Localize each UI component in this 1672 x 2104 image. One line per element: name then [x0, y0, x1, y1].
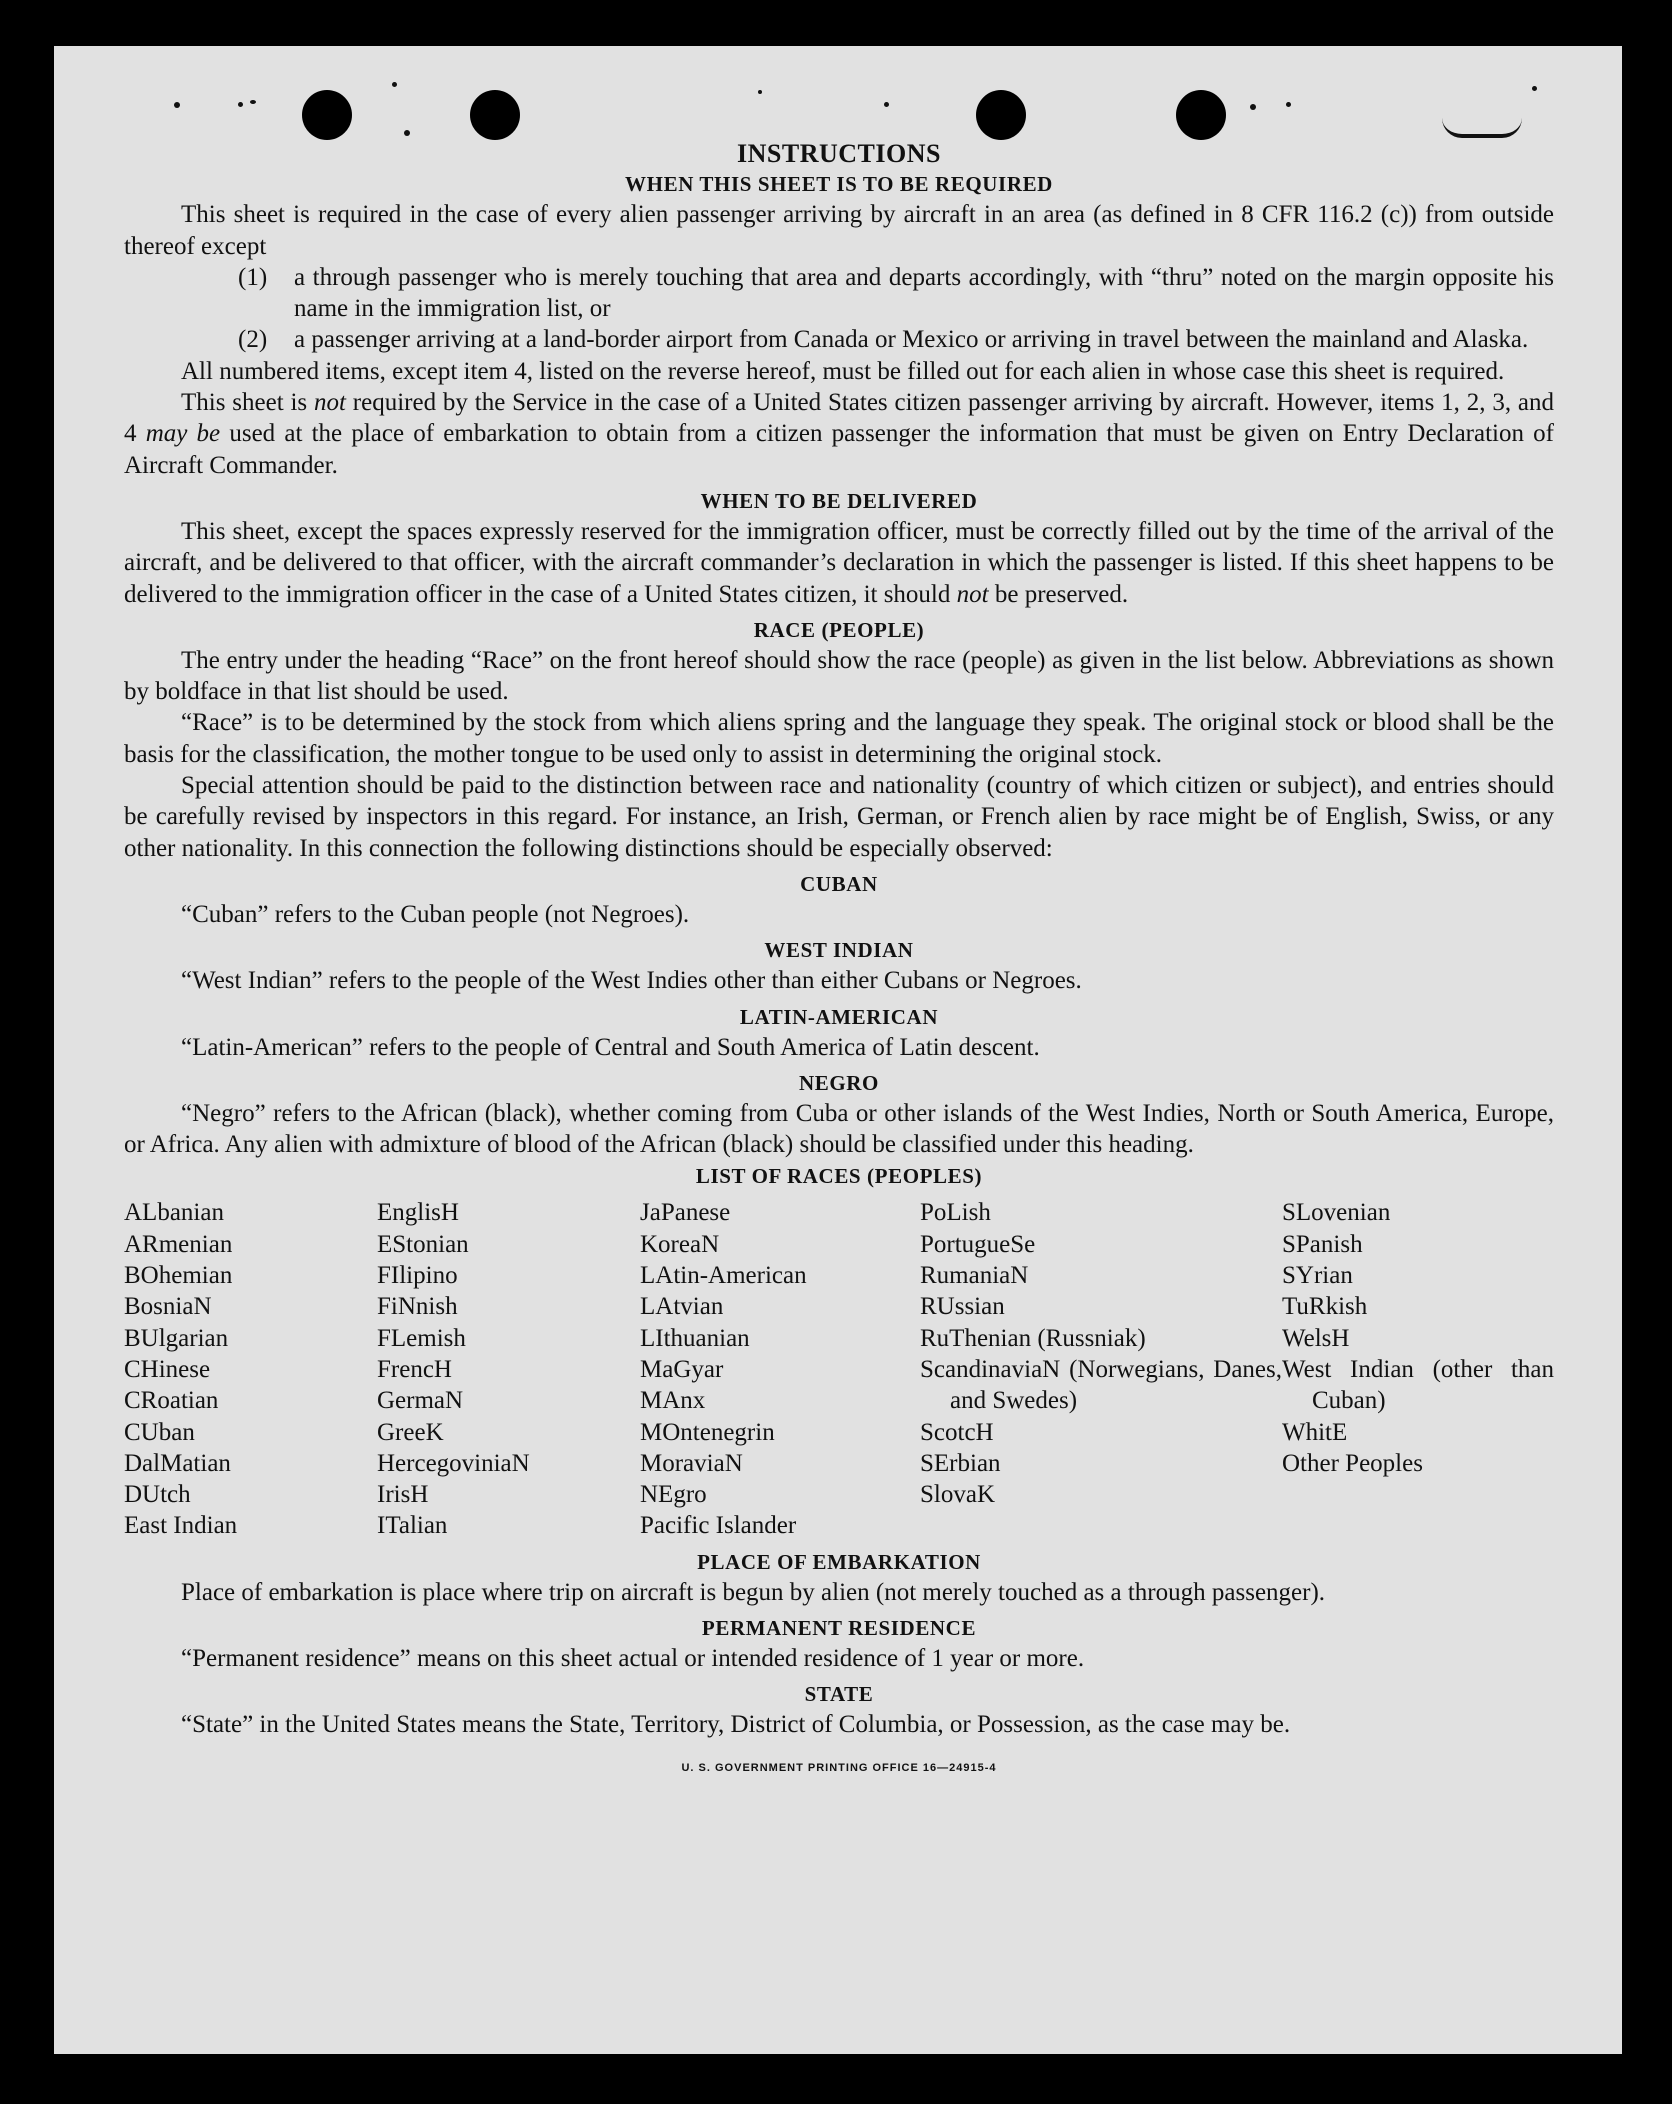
race-entry: East Indian — [124, 1512, 238, 1540]
race-entry: Other Peoples — [1282, 1449, 1423, 1477]
folded-corner — [1594, 46, 1622, 59]
race-entry: HercegoviniaN — [377, 1449, 530, 1477]
pen-mark — [1442, 118, 1522, 138]
item-number: (2) — [238, 326, 268, 354]
item-text: a passenger arriving at a land-border airport from Canada or Mexico or arriving in travel between the mainland and Alaska. — [294, 326, 1529, 354]
race-entry: ITalian — [377, 1512, 448, 1540]
section-heading-negro: NEGRO — [798, 1070, 879, 1095]
text-run: be preserved. — [988, 580, 1129, 608]
speck — [1532, 86, 1537, 91]
numbered-items-paragraph: All numbered items, except item 4, listed on the reverse hereof, must be filled out for each alien in whose case this sheet is required. — [181, 357, 1505, 385]
race-entry: TuRkish — [1282, 1293, 1368, 1321]
race-entry: MaGyar — [640, 1355, 724, 1383]
embarkation-definition: Place of embarkation is place where trip on aircraft is begun by alien (not merely touched as a through passenger). — [181, 1578, 1326, 1606]
race-entry: Pacific Islander — [640, 1512, 797, 1540]
list-of-races-heading: LIST OF RACES (PEOPLES) — [695, 1164, 983, 1189]
race-paragraph-1: The entry under the heading “Race” on the front hereof should show the race (people) as given in the list below. Abbreviations as shown by boldface in that list should be used. — [124, 646, 1554, 706]
printer-imprint: U. S. GOVERNMENT PRINTING OFFICE 16—24915-4 — [681, 1761, 997, 1774]
race-entry: RUssian — [920, 1293, 1005, 1321]
race-entry: EnglisH — [377, 1199, 459, 1227]
races-list — [124, 1197, 1554, 1541]
emphasis: may be — [145, 420, 221, 448]
race-entry: RuThenian (Russniak) — [920, 1324, 1146, 1352]
race-entry: WelsH — [1282, 1324, 1350, 1352]
race-entry: DalMatian — [124, 1449, 231, 1477]
race-paragraph-2: “Race” is to be determined by the stock from which aliens spring and the language they speak. The original stock or blood shall be the basis for the classification, the mother tongue to be used only to assist in determining the original stock. — [124, 709, 1554, 768]
race-entry: WhitE — [1282, 1418, 1348, 1446]
text-run: used at the place of embarkation to obtain from a citizen passenger the information that must be given on Entry Declaration of Aircraft Commander. — [124, 420, 1555, 479]
race-entry: ARmenian — [124, 1230, 233, 1258]
races-column-3 — [640, 1197, 920, 1541]
punch-hole — [302, 90, 352, 140]
race-entry: SPanish — [1282, 1230, 1363, 1258]
race-paragraph-3: Special attention should be paid to the distinction between race and nationality (country of which citizen or subject), and entries should be carefully revised by inspectors in this regard. For instance, an Irish, German, or French alien by race might be of English, Swiss, or any other nationality. In this connection the following distinctions should be especially observed: — [124, 772, 1554, 862]
race-entry: RumaniaN — [920, 1262, 1029, 1290]
residence-definition: “Permanent residence” means on this sheet actual or intended residence of 1 year or more. — [181, 1644, 1085, 1672]
section-heading-embarkation: PLACE OF EMBARKATION — [697, 1549, 981, 1574]
race-entry: DUtch — [124, 1481, 191, 1509]
race-entry: LAtvian — [640, 1293, 724, 1321]
speck — [238, 102, 243, 107]
race-entry: LIthuanian — [640, 1324, 750, 1352]
races-column-1 — [124, 1197, 377, 1541]
punch-hole — [1176, 90, 1226, 140]
section-heading-race: RACE (PEOPLE) — [753, 617, 925, 642]
race-entry: ScotcH — [920, 1418, 994, 1446]
race-entry: PortugueSe — [920, 1230, 1036, 1258]
speck — [758, 90, 762, 94]
race-entry: GreeK — [377, 1418, 444, 1446]
emphasis: not — [314, 389, 346, 417]
race-entry: LAtin-American — [640, 1262, 807, 1290]
speck — [404, 130, 410, 136]
races-column-2 — [377, 1197, 640, 1541]
race-entry: PoLish — [920, 1199, 991, 1227]
races-column-5 — [1282, 1197, 1554, 1541]
page-title: INSTRUCTIONS — [737, 139, 941, 168]
section-heading-residence: PERMANENT RESIDENCE — [701, 1615, 977, 1640]
race-entry: FIlipino — [377, 1262, 458, 1290]
exception-item-2 — [124, 324, 1554, 355]
west-indian-definition: “West Indian” refers to the people of the West Indies other than either Cubans or Negroes. — [181, 967, 1082, 995]
race-entry: ScandinaviaN (Norwegians, Danes, and Swedes) — [920, 1355, 1282, 1415]
required-paragraph: This sheet is required in the case of every alien passenger arriving by aircraft in an area (as defined in 8 CFR 116.2 (c)) from outside thereof except — [124, 201, 1554, 260]
section-heading-state: STATE — [804, 1682, 874, 1707]
punch-hole — [976, 90, 1026, 140]
speck — [174, 102, 180, 108]
race-entry: FiNnish — [377, 1293, 458, 1321]
race-entry: KoreaN — [640, 1230, 720, 1258]
race-entry: FLemish — [377, 1324, 466, 1352]
delivered-paragraph — [124, 516, 1554, 610]
races-column-4 — [920, 1197, 1282, 1541]
speck — [392, 82, 397, 87]
section-heading-cuban: CUBAN — [800, 871, 878, 896]
item-text: a through passenger who is merely touching that area and departs accordingly, with “thru” noted on the margin opposite his name in the immigration list, or — [294, 263, 1554, 323]
text-run: This sheet, except the spaces expressly reserved for the immigration officer, must be correctly filled out by the time of the arrival of the aircraft, and be delivered to that officer, with the aircraft commander’s declaration in which the passenger is listed. If this sheet happens to be delivered to the immigration officer in the case of a United States citizen, it should — [124, 517, 1554, 608]
punch-hole — [470, 90, 520, 140]
speck — [1250, 104, 1256, 110]
emphasis: not — [956, 580, 989, 608]
race-entry: SYrian — [1282, 1262, 1353, 1290]
race-entry: MOntenegrin — [640, 1418, 775, 1446]
race-entry: ALbanian — [124, 1199, 224, 1227]
section-heading-west-indian: WEST INDIAN — [764, 938, 914, 963]
negro-definition: “Negro” refers to the African (black), whether coming from Cuba or other islands of the West Indies, North or South America, Europe, or Africa. Any alien with admixture of blood of the African (black) should be classified under this heading. — [124, 1099, 1554, 1159]
race-entry: BosniaN — [124, 1293, 212, 1321]
section-heading-delivered: WHEN TO BE DELIVERED — [700, 488, 978, 513]
race-entry: CRoatian — [124, 1387, 219, 1415]
race-entry: West Indian (other than Cuban) — [1282, 1355, 1554, 1415]
latin-american-definition: “Latin-American” refers to the people of Central and South America of Latin descent. — [181, 1033, 1040, 1061]
text-run: required by the Service in the case of a United States citizen passenger arriving by aircraft. However, items 1, 2, 3, and 4 — [124, 389, 1554, 448]
document-sheet — [54, 46, 1622, 2054]
citizen-paragraph — [124, 387, 1554, 481]
exception-item-1 — [124, 262, 1554, 325]
race-entry: SlovaK — [920, 1481, 995, 1509]
speck — [884, 102, 889, 107]
race-entry: BUlgarian — [124, 1324, 229, 1352]
race-entry: NEgro — [640, 1481, 707, 1509]
state-definition: “State” in the United States means the State, Territory, District of Columbia, or Possession, as the case may be. — [181, 1711, 1291, 1739]
race-entry: BOhemian — [124, 1262, 233, 1290]
section-heading-required: WHEN THIS SHEET IS TO BE REQUIRED — [625, 172, 1053, 197]
race-entry: IrisH — [377, 1481, 429, 1509]
race-entry: SErbian — [920, 1449, 1001, 1477]
race-entry: GermaN — [377, 1387, 464, 1415]
race-entry: FrencH — [377, 1355, 452, 1383]
speck — [250, 100, 256, 104]
item-number: (1) — [238, 263, 268, 291]
cuban-definition: “Cuban” refers to the Cuban people (not Negroes). — [181, 900, 690, 928]
race-entry: CHinese — [124, 1355, 211, 1383]
race-entry: JaPanese — [640, 1199, 731, 1227]
race-entry: MAnx — [640, 1387, 706, 1415]
section-heading-latin-american: LATIN-AMERICAN — [739, 1004, 939, 1029]
instructions-content — [124, 138, 1554, 1784]
race-entry: CUban — [124, 1418, 195, 1446]
race-entry: SLovenian — [1282, 1199, 1391, 1227]
race-entry: MoraviaN — [640, 1449, 743, 1477]
speck — [1286, 102, 1291, 107]
race-entry: EStonian — [377, 1230, 469, 1258]
text-run: This sheet is — [181, 389, 315, 417]
